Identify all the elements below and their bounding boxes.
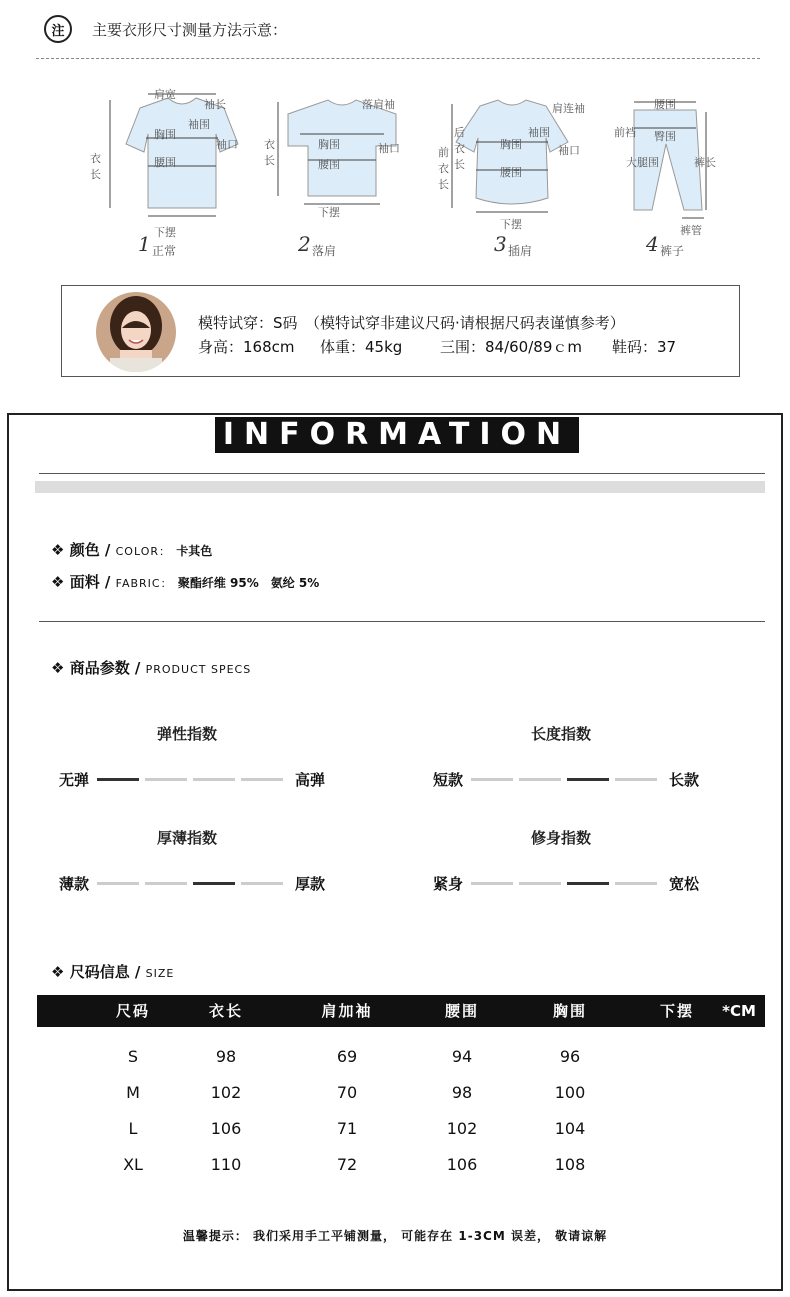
- chest-cell: 100: [554, 1083, 586, 1102]
- measurement-tip: 温馨提示： 我们采用手工平铺测量， 可能存在 1-3CM 误差， 敬请谅解: [182, 1229, 608, 1243]
- size-col-shoulder-sleeve: 肩加袖: [321, 1002, 373, 1020]
- shoulder-sleeve-cell: 70: [336, 1083, 358, 1102]
- g3-label-raglan-sleeve: 肩连袖: [552, 102, 585, 115]
- g4-number: 4: [646, 232, 659, 256]
- g1-label-sleeve-width: 袖围: [188, 118, 210, 131]
- size-cell: M: [126, 1083, 140, 1102]
- diamond-bullet-icon: ❖: [51, 573, 65, 591]
- elasticity-right-label: 高弹: [295, 771, 326, 789]
- g4-label-waist: 腰围: [654, 98, 676, 111]
- color-label: 颜色 /: [69, 541, 111, 559]
- table-row: [37, 1075, 765, 1111]
- waist-cell: 94: [451, 1047, 473, 1066]
- chest-cell: 96: [559, 1047, 581, 1066]
- g2-label-length: 衣长: [264, 138, 275, 167]
- elasticity-index-title: 弹性指数: [157, 725, 218, 743]
- scale-segment: [145, 778, 187, 781]
- table-row: [37, 1111, 765, 1147]
- model-info-box: [61, 285, 740, 377]
- scale-segment: [241, 882, 283, 885]
- size-cell: XL: [123, 1155, 143, 1174]
- size-label: 尺码信息 /: [69, 963, 141, 981]
- length-left-label: 短款: [433, 771, 464, 789]
- g2-label-chest: 胸围: [318, 138, 340, 151]
- g3-label-back-length: 后衣长: [454, 126, 465, 171]
- thickness-index-scale: [59, 873, 325, 894]
- g1-label-waist: 腰围: [154, 156, 176, 169]
- color-value: 卡其色: [176, 544, 213, 558]
- scale-segment: [193, 882, 235, 885]
- diamond-bullet-icon: ❖: [51, 963, 65, 981]
- g2-name: 落肩: [312, 244, 337, 258]
- information-banner: INFORMATION: [215, 417, 579, 453]
- specs-label-en: PRODUCT SPECS: [145, 663, 252, 676]
- thickness-segments: [97, 882, 289, 885]
- g1-label-cuff: 袖口: [216, 138, 238, 151]
- size-info-heading: [51, 961, 174, 982]
- scale-segment: [615, 882, 657, 885]
- g1-label-hem: 下摆: [154, 226, 176, 239]
- scale-segment: [567, 778, 609, 781]
- scale-segment: [241, 778, 283, 781]
- g2-label-waist: 腰围: [318, 158, 340, 171]
- size-col-chest: 胸围: [552, 1002, 588, 1020]
- model-height: 身高：168cm: [198, 338, 295, 356]
- table-row: [37, 1147, 765, 1183]
- g1-label-chest: 胸围: [154, 128, 176, 141]
- g2-label-cuff: 袖口: [378, 142, 400, 155]
- chest-cell: 108: [554, 1155, 586, 1174]
- top-rule: [39, 473, 765, 474]
- garment-diagrams: [80, 80, 730, 260]
- scale-segment: [519, 778, 561, 781]
- g2-label-hem: 下摆: [318, 206, 340, 219]
- fit-index-scale: [433, 873, 699, 894]
- measurement-note-header: [44, 14, 287, 44]
- size-cell: L: [128, 1119, 138, 1138]
- scale-segment: [97, 882, 139, 885]
- length-cell: 110: [210, 1155, 242, 1174]
- chest-cell: 104: [554, 1119, 586, 1138]
- scale-segment: [615, 778, 657, 781]
- tshirt-raglan-illustration: [452, 100, 568, 212]
- model-body-stats: [198, 336, 676, 357]
- scale-segment: [145, 882, 187, 885]
- model-photo: [96, 292, 176, 372]
- scale-segment: [97, 778, 139, 781]
- mid-rule: [39, 621, 765, 622]
- garment-illustrations: [80, 80, 730, 260]
- model-shoe-size: 鞋码：37: [612, 338, 677, 356]
- grey-band: [35, 481, 765, 493]
- length-cell: 102: [210, 1083, 242, 1102]
- table-row: [37, 1039, 765, 1075]
- g4-label-leg-opening: 裤管: [680, 224, 702, 237]
- fit-index-title: 修身指数: [531, 829, 592, 847]
- fabric-label-en: FABRIC：: [115, 577, 173, 590]
- specs-label: 商品参数 /: [69, 659, 141, 677]
- g1-label-sleeve-length: 袖长: [204, 98, 226, 111]
- shoulder-sleeve-cell: 69: [336, 1047, 358, 1066]
- scale-segment: [567, 882, 609, 885]
- g3-label-waist: 腰围: [500, 166, 522, 179]
- diamond-bullet-icon: ❖: [51, 541, 65, 559]
- diamond-bullet-icon: ❖: [51, 659, 65, 677]
- waist-cell: 102: [446, 1119, 478, 1138]
- color-attribute: [51, 539, 212, 560]
- g4-label-length: 裤长: [694, 156, 716, 169]
- g3-label-chest: 胸围: [500, 138, 522, 151]
- g3-label-cuff: 袖口: [558, 144, 580, 157]
- size-col-size: 尺码: [115, 1002, 151, 1020]
- color-label-en: COLOR：: [115, 545, 172, 558]
- g4-label-hip: 臀围: [654, 130, 676, 143]
- note-title: 主要衣形尺寸测量方法示意：: [92, 20, 288, 39]
- scale-segment: [471, 778, 513, 781]
- product-specs-heading: [51, 657, 251, 678]
- size-col-length: 衣长: [208, 1002, 244, 1020]
- length-cell: 106: [210, 1119, 242, 1138]
- g1-label-length: 衣长: [90, 152, 101, 181]
- length-index-title: 长度指数: [531, 725, 592, 743]
- model-fit-note: 模特试穿：S码 （模特试穿非建议尺码·请根据尺码表谨慎参考）: [198, 314, 625, 332]
- g3-label-front-length: 前衣长: [438, 146, 449, 191]
- thickness-right-label: 厚款: [295, 875, 326, 893]
- size-table-header: [37, 995, 765, 1027]
- size-unit: *CM: [722, 1002, 756, 1020]
- fit-left-label: 紧身: [433, 875, 464, 893]
- fit-segments: [471, 882, 663, 885]
- model-avatar: [96, 292, 176, 372]
- length-index-scale: [433, 769, 699, 790]
- size-col-waist: 腰围: [444, 1002, 480, 1020]
- length-cell: 98: [215, 1047, 237, 1066]
- size-label-en: SIZE: [145, 967, 175, 980]
- g1-number: 1: [138, 232, 151, 256]
- size-col-hem: 下摆: [659, 1002, 695, 1020]
- shoulder-sleeve-cell: 72: [336, 1155, 358, 1174]
- g3-number: 3: [494, 232, 507, 256]
- information-panel: [7, 413, 783, 1291]
- model-weight: 体重：45kg: [320, 338, 403, 356]
- model-measurements: 三围：84/60/89ｃm: [440, 338, 582, 356]
- fit-right-label: 宽松: [669, 875, 700, 893]
- g4-label-front-rise: 前裆: [614, 126, 636, 139]
- length-right-label: 长款: [669, 771, 700, 789]
- dotted-divider: [36, 58, 760, 59]
- waist-cell: 106: [446, 1155, 478, 1174]
- fabric-attribute: [51, 571, 319, 592]
- g4-label-thigh: 大腿围: [626, 156, 659, 169]
- g3-label-hem: 下摆: [500, 218, 522, 231]
- thickness-left-label: 薄款: [59, 875, 90, 893]
- scale-segment: [193, 778, 235, 781]
- g1-label-shoulder: 肩宽: [154, 88, 176, 101]
- size-cell: S: [127, 1047, 139, 1066]
- g4-name: 裤子: [660, 244, 685, 258]
- note-icon: 注: [44, 15, 72, 43]
- fabric-value: 聚酯纤维 95% 氨纶 5%: [177, 576, 320, 590]
- length-segments: [471, 778, 663, 781]
- g2-label-drop-sleeve: 落肩袖: [362, 98, 395, 111]
- elasticity-index-scale: [59, 769, 325, 790]
- waist-cell: 98: [451, 1083, 473, 1102]
- g3-label-sleeve-width: 袖围: [528, 126, 550, 139]
- g3-name: 插肩: [508, 244, 533, 258]
- shoulder-sleeve-cell: 71: [336, 1119, 358, 1138]
- fabric-label: 面料 /: [69, 573, 111, 591]
- g1-name: 正常: [152, 244, 177, 258]
- g2-number: 2: [298, 232, 311, 256]
- thickness-index-title: 厚薄指数: [157, 829, 218, 847]
- scale-segment: [519, 882, 561, 885]
- elasticity-left-label: 无弹: [59, 771, 90, 789]
- elasticity-segments: [97, 778, 289, 781]
- scale-segment: [471, 882, 513, 885]
